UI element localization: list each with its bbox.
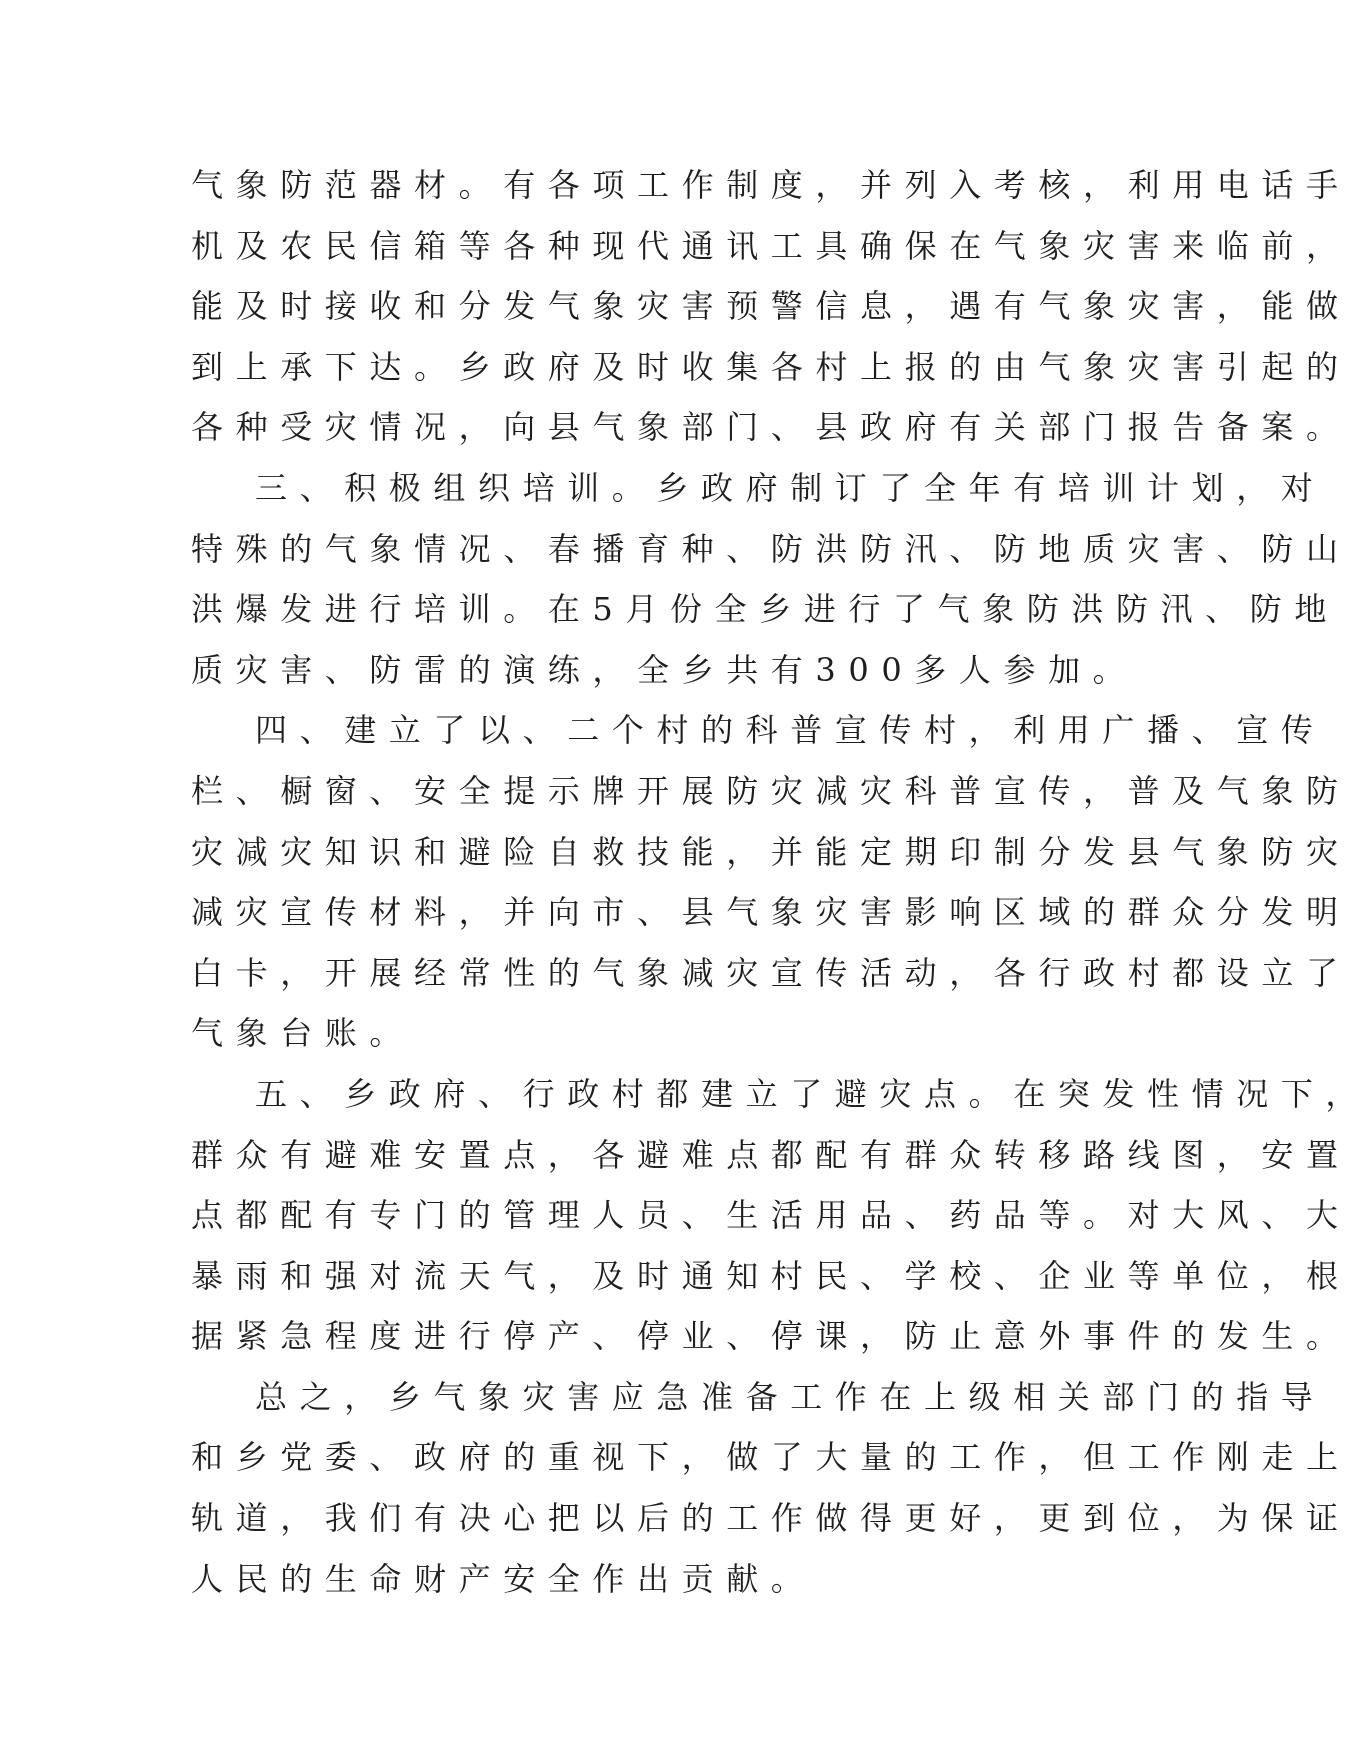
text-line: 到上承下达。乡政府及时收集各村上报的由气象灾害引起的 xyxy=(191,347,1351,386)
text-line: 特殊的气象情况、春播育种、防洪防汛、防地质灾害、防山 xyxy=(191,529,1351,568)
text-line: 洪爆发进行培训。在5月份全乡进行了气象防洪防汛、防地 xyxy=(191,590,1339,629)
text-line: 减灾宣传材料，并向市、县气象灾害影响区域的群众分发明 xyxy=(191,893,1351,932)
document-body xyxy=(191,155,1370,1609)
text-line: 能及时接收和分发气象灾害预警信息，遇有气象灾害，能做 xyxy=(191,287,1351,326)
paragraph-start-line: 四、建立了以、二个村的科普宣传村，利用广播、宣传 xyxy=(255,711,1326,750)
paragraph-start-line: 总之，乡气象灾害应急准备工作在上级相关部门的指导 xyxy=(255,1377,1326,1416)
text-line: 灾减灾知识和避险自救技能，并能定期印制分发县气象防灾 xyxy=(191,832,1351,871)
text-line: 暴雨和强对流天气，及时通知村民、学校、企业等单位，根 xyxy=(191,1256,1351,1295)
text-line: 人民的生命财产安全作出贡献。 xyxy=(191,1559,816,1598)
text-line: 气象防范器材。有各项工作制度，并列入考核，利用电话手 xyxy=(191,166,1351,204)
text-line: 各种受灾情况，向县气象部门、县政府有关部门报告备案。 xyxy=(191,408,1351,447)
paragraph-start-line: 五、乡政府、行政村都建立了避灾点。在突发性情况下， xyxy=(255,1074,1370,1113)
text-line: 白卡，开展经常性的气象减灾宣传活动，各行政村都设立了 xyxy=(191,953,1351,992)
text-line: 和乡党委、政府的重视下，做了大量的工作，但工作刚走上 xyxy=(191,1438,1351,1477)
text-line: 栏、橱窗、安全提示牌开展防灾减灾科普宣传，普及气象防 xyxy=(191,771,1351,810)
paragraph-start-line: 三、积极组织培训。乡政府制订了全年有培训计划，对 xyxy=(255,468,1326,507)
text-line: 质灾害、防雷的演练，全乡共有300多人参加。 xyxy=(191,650,1138,689)
text-line: 气象台账。 xyxy=(191,1014,415,1053)
text-line: 群众有避难安置点，各避难点都配有群众转移路线图，安置 xyxy=(191,1135,1351,1174)
text-line: 轨道，我们有决心把以后的工作做得更好，更到位，为保证 xyxy=(191,1499,1351,1538)
text-line: 机及农民信箱等各种现代通讯工具确保在气象灾害来临前， xyxy=(191,226,1351,265)
text-line: 点都配有专门的管理人员、生活用品、药品等。对大风、大 xyxy=(191,1196,1351,1235)
text-line: 据紧急程度进行停产、停业、停课，防止意外事件的发生。 xyxy=(191,1317,1351,1356)
